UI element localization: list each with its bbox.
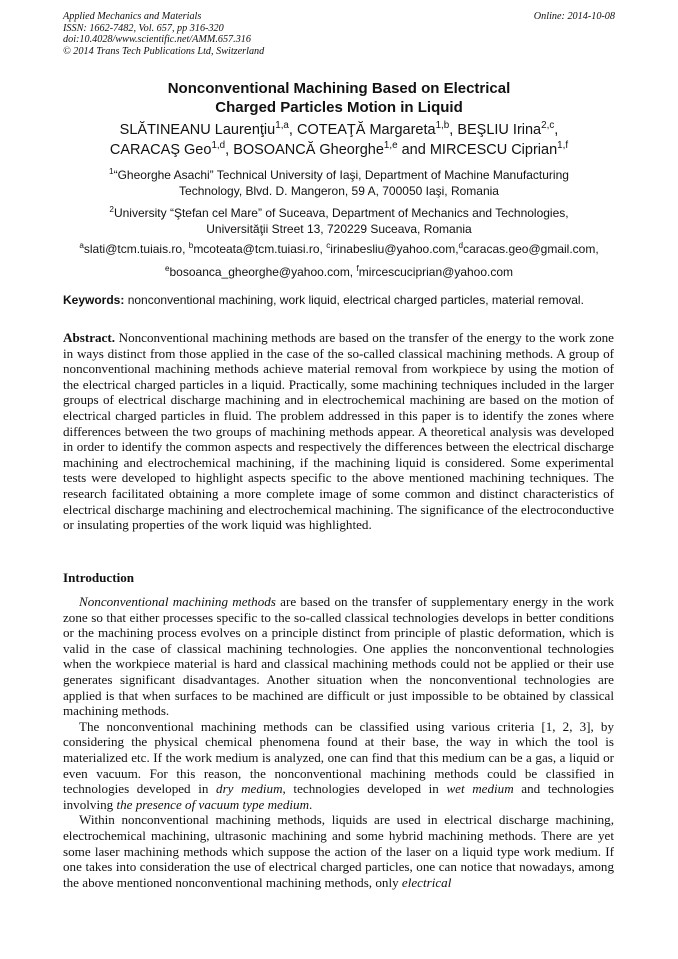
introduction-body: [63, 594, 614, 890]
author-sup: 1,a: [275, 120, 289, 132]
affiliation-line: University “Ştefan cel Mare” of Suceava, Department of Mechanics and Technologies,: [113, 206, 569, 220]
abstract-text: Nonconventional machining methods are based on the transfer of the energy to the work zone in ways distinct from those applied in the case of the so-called classical machining methods. A group of nonconventional machining methods achieve material removal from workpiece by using the motion of the electrical charged particles in a liquid. Practically, some machining techniques included in the larger groups of electrical discharge machining and in electrochemical machining are based on the motion of electrical charged particles in fluid. The problem addressed in this paper is to identify the zones where differences between the two groups of machining methods appear. A theoretical analysis was developed in order to identify the common aspects and respectively the differences between the electrical discharge machining and electrochemical machining, if the machining liquid is considered. Some experimental tests were developed to highlight aspects specific to the above mentioned machining techniques. The research facilitated obtaining a more complete image of some common and distinct characteristics of electrical discharge machining and electrochemical machining. The significance of the electroconductive or insulating properties of the work liquid was highlighted.: [63, 330, 614, 533]
affiliation-sup: 2: [109, 205, 114, 214]
title-line-1: Nonconventional Machining Based on Electrical: [167, 80, 511, 97]
paragraph: The nonconventional machining methods can be classified using various criteria [1, 2, 3], by considering the physical chemical phenomena found at their base, the way in which the tool is materialized etc. If the work medium is analyzed, one can find that this medium can be a gas, a liquid or even vacuum. For this reason, the nonconventional machining methods could be classified in technologies developed in dry medium, technologies developed in wet medium and technologies involving the presence of vacuum type medium.: [63, 718, 614, 812]
section-heading-introduction: Introduction: [63, 570, 135, 585]
author-sup: 1,d: [211, 139, 226, 151]
abstract: [63, 330, 614, 533]
journal-meta: [63, 11, 264, 58]
issn: ISSN: 1662-7482, Vol. 657, pp 316-320: [63, 22, 224, 34]
title-line-2: Charged Particles Motion in Liquid: [215, 99, 463, 116]
email-line-2: [40, 261, 638, 284]
email-sup: a: [79, 241, 84, 250]
email-sup: e: [164, 264, 170, 273]
affiliation-sup: 1: [109, 167, 114, 176]
affiliation-line: Universităţii Street 13, 720229 Suceava, Romania: [206, 222, 472, 236]
author-name: SLĂTINEANU Laurenţiu: [119, 122, 276, 138]
email-sup: b: [188, 241, 194, 250]
email-link[interactable]: mircescuciprian@yahoo.com: [358, 265, 514, 279]
author-name: BOSOANCĂ Gheorghe: [233, 141, 384, 158]
email-link[interactable]: irinabesliu@yahoo.com,: [330, 242, 459, 256]
email-line-1: [40, 238, 638, 261]
affiliation-2: [40, 205, 638, 237]
email-list: [40, 238, 638, 284]
author-sup: 2,c: [541, 120, 555, 132]
email-link[interactable]: mcoteata@tcm.tuiasi.ro,: [193, 242, 323, 256]
online-date: Online: 2014-10-08: [533, 11, 615, 22]
keywords-text: nonconventional machining, work liquid, electrical charged particles, material removal.: [127, 293, 584, 307]
paragraph: Within nonconventional machining methods, liquids are used in electrical discharge machining, electrochemical machining, ultrasonic machining and some hybrid machining methods. There are yet some laser machining methods which suppose the action of the laser on a liquid type work medium. If one takes into consideration the use of electrical charged particles, one can notice that nowadays, among the above mentioned nonconventional machining methods, only electrical: [63, 812, 614, 890]
doi[interactable]: doi:10.4028/www.scientific.net/AMM.657.316: [63, 34, 251, 46]
email-link[interactable]: caracas.geo@gmail.com,: [463, 242, 599, 256]
author-name: COTEAŢĂ Margareta: [296, 122, 436, 138]
affiliation-1: [40, 167, 638, 199]
keywords: [63, 292, 623, 308]
author-sup: 1,f: [557, 139, 569, 151]
keywords-label: Keywords:: [63, 293, 125, 307]
affiliation-line: Technology, Blvd. D. Mangeron, 59 A, 700050 Iaşi, Romania: [179, 184, 499, 198]
author-name: BEŞLIU Irina: [457, 122, 542, 138]
author-line-2: CARACAŞ Geo$^{1,d}$, BOSOANCĂ Gheorghe$^{1,e}$ and MIRCESCU Ciprian$^{1,f}$: [109, 139, 569, 158]
email-sup: f: [356, 264, 359, 273]
email-sup: c: [326, 241, 331, 250]
author-list: [40, 121, 638, 160]
author-line-1: SLĂTINEANU Laurenţiu$^{1,a}$, COTEAŢĂ Margareta$^{1,b}$, BEŞLIU Irina$^{2,c}$,: [119, 120, 559, 138]
copyright: © 2014 Trans Tech Publications Ltd, Switzerland: [63, 46, 265, 58]
author-sup: 1,e: [383, 139, 398, 151]
paper-title: [40, 79, 638, 117]
author-name: CARACAŞ Geo: [109, 141, 212, 158]
abstract-label: Abstract.: [63, 330, 115, 345]
email-sup: d: [458, 241, 464, 250]
paragraph: Nonconventional machining methods are based on the transfer of supplementary energy in the work zone so that either processes specific to the so-called classical technologies develops in better conditions or the machining process evolves on a principle distinct from principle of plastic deformation, which is valid in the case of classical machining technologies. One applies the nonconventional technologies when the workpiece material is hard and classical machining methods could not be applied or their use generates significant disadvantages. Another situation when the nonconventional technologies are applied is that when surfaces to be machined are difficult or just impossible to be obtained by classical machining methods.: [63, 594, 614, 719]
email-link[interactable]: bosoanca_gheorghe@yahoo.com,: [169, 265, 354, 279]
author-sup: 1,b: [435, 120, 450, 132]
affiliation-line: “Gheorghe Asachi” Technical University of Iaşi, Department of Machine Manufacturing: [113, 168, 569, 182]
journal-name: Applied Mechanics and Materials: [63, 11, 202, 22]
author-name: MIRCESCU Ciprian: [429, 141, 558, 158]
email-link[interactable]: slati@tcm.tuiais.ro,: [83, 242, 186, 256]
